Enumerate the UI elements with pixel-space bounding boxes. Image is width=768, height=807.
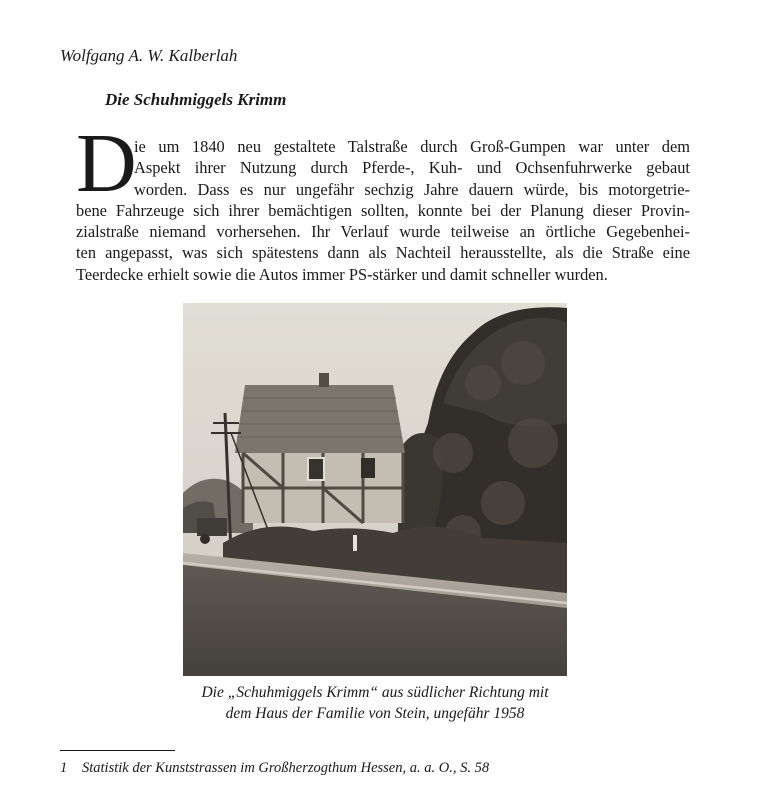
body-line: bene Fahrzeuge sich ihrer bemächtigen sollten, konnte bei der Planung dieser Provin- — [76, 200, 690, 220]
body-line: worden. Dass es nur ungefähr sechzig Jahre dauern würde, bis motorgetrie- — [134, 179, 690, 199]
caption-line: dem Haus der Familie von Stein, ungefähr 1958 — [225, 705, 525, 722]
caption-line: Die „Schuhmiggels Krimm“ aus südlicher Richtung mit — [201, 684, 549, 701]
body-line: ten angepasst, was sich spätestens dann als Nachteil herausstellte, als die Straße eine — [76, 243, 690, 263]
footnote-number: 1 — [60, 760, 68, 776]
body-line: Teerdecke erhielt sowie die Autos immer PS-stärker und damit schneller wurden. — [76, 264, 608, 284]
body-line: zialstraße niemand vorhersehen. Ihr Verlauf wurde teilweise an örtliche Gegebenhei- — [76, 222, 690, 242]
footnote — [60, 760, 489, 777]
body-line: ie um 1840 neu gestaltete Talstraße durch Groß-Gumpen war unter dem — [134, 137, 690, 156]
drop-cap: D — [76, 117, 137, 210]
body-line: Aspekt ihrer Nutzung durch Pferde-, Kuh- und Ochsenfuhrwerke gebaut — [134, 158, 690, 178]
footnote-text: Statistik der Kunststrassen im Großherzogthum Hessen, a. a. O., S. 58 — [82, 760, 490, 776]
historic-photo — [183, 303, 567, 676]
footnote-divider — [60, 750, 175, 751]
article-body — [76, 136, 690, 285]
running-header-author: Wolfgang A. W. Kalberlah — [60, 46, 238, 65]
article-title: Die Schuhmiggels Krimm — [105, 90, 287, 109]
figure-caption — [150, 682, 600, 724]
